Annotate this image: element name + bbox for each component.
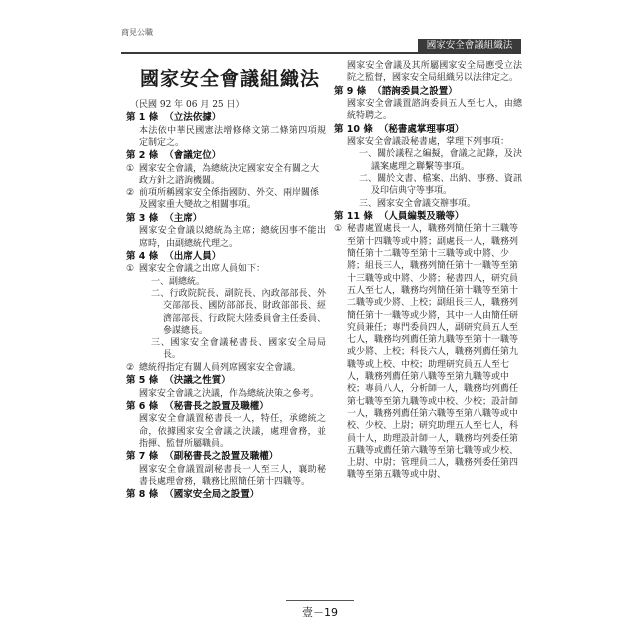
article-heading: 第 4 條 （出席人員）	[126, 250, 222, 262]
article-heading: 第 3 條 （主席）	[126, 212, 203, 224]
paragraph: ② 總統得指定有關人員列席國家安全會議。	[126, 362, 302, 373]
article-heading: 第 5 條 （決議之性質）	[126, 375, 231, 387]
running-header-left: 商見公職	[121, 28, 153, 37]
page-number: 壹－19	[0, 600, 640, 620]
article-4	[126, 251, 326, 374]
article-7	[126, 451, 326, 488]
list-item: 一、副總統。	[151, 276, 206, 287]
article-5	[126, 375, 326, 400]
article-text: 國家安全會議置副秘書長一人至三人，襄助秘書長處理會務，職務比照簡任第十四職等。	[139, 464, 326, 488]
article-heading: 第 11 條 （人員編製及職等）	[334, 210, 465, 222]
list-item: 三、國家安全會議交辦事項。	[359, 198, 477, 209]
right-column	[334, 60, 522, 482]
article-9	[334, 86, 522, 123]
list-item: 二、關於文書、檔案、出納、事務、資訊及印信典守等事項。	[359, 174, 522, 197]
article-heading: 第 9 條 （諮詢委員之設置）	[334, 85, 458, 97]
left-column	[126, 60, 326, 502]
article-1	[126, 112, 326, 149]
article-2	[126, 150, 326, 212]
article-text: 國家安全會議以總統為主席；總統因事不能出席時，由副總統代理之。	[139, 226, 326, 249]
article-text: 國家安全會議之決議，作為總統決策之參考。	[139, 388, 320, 399]
list-item: 三、國家安全會議秘書長、國家安全局局長。	[151, 338, 326, 361]
header-rule	[121, 52, 521, 54]
paragraph: ② 前項所稱國家安全係指國防、外交、兩岸關係及國家重大變故之相關事項。	[126, 188, 320, 211]
article-text: 本法依中華民國憲法增修條文第二條第四項規定制定之。	[139, 125, 326, 148]
paragraph: ① 秘書處置處長一人，職務列簡任第十三職等至第十四職等或中將；副處長一人，職務列簡任第十二職等至第十三職等或中將、少將；組長三人，職務列簡任第十一職等至第十三職等或中將、少將；秘書四人，研究員五人至七人，職務均列簡任第十職等至第十二職等或少將、上校；副組長三人，職務列簡任第十一職等或少將，其中一人由簡任研究員兼任；專門委員四人，副研究員五人至七人，職務均列薦任第九職等至第十一職等或少將、上校；科長六人，職務列薦任第九職等或上校、中校；助理研究員五人至七人，職務列薦任第八職等至第九職等或中校；專員八人，分析師一人，職務均列薦任第七職等至第九職等或中校、少校；設計師一人，職務列薦任第六職等至第八職等或中校、少校、上尉；研究助理五人至七人，科員十人，助理設計師一人，職務均列委任第五職等或薦任第六職等至第七職等或少校、上尉、中尉；管理員二人，職務列委任第四職等至第五職等或中尉、	[334, 224, 519, 481]
paragraph: ① 國家安全會議之出席人員如下：	[126, 264, 266, 275]
section-tab: 國家安全會議組織法	[418, 39, 521, 53]
article-text: 國家安全會議置秘書長一人，特任，承總統之命，依據國家安全會議之決議，處理會務，並指揮、監督所屬職員。	[139, 414, 326, 449]
article-heading: 第 10 條 （秘書處掌理事項）	[334, 123, 465, 135]
article-8-continued: 國家安全會議及其所屬國家安全局應受立法院之監督，國家安全局組織另以法律定之。	[347, 61, 522, 84]
article-6	[126, 401, 326, 450]
article-3	[126, 213, 326, 250]
article-10	[334, 124, 522, 210]
article-heading: 第 1 條 （立法依據）	[126, 112, 222, 123]
article-11	[334, 211, 522, 482]
article-text: 國家安全會議置諮詢委員五人至七人，由總統特聘之。	[347, 99, 522, 122]
article-heading: 第 6 條 （秘書長之設置及職權）	[126, 400, 269, 412]
article-heading: 第 8 條 （國家安全局之設置）	[126, 489, 260, 501]
list-item: 二、行政院院長、副院長、內政部部長、外交部部長、國防部部長、財政部部長、經濟部部長、行政院大陸委員會主任委員、參謀總長。	[151, 288, 326, 336]
law-title: 國家安全會議組織法	[140, 68, 321, 90]
article-text: 國家安全會議設秘書處，掌理下列事項：	[347, 137, 510, 148]
article-8	[126, 489, 326, 502]
paragraph: ① 國家安全會議，為總統決定國家安全有關之大政方針之諮詢機關。	[126, 163, 320, 186]
article-heading: 第 2 條 （會議定位）	[126, 150, 222, 162]
list-item: 一、關於議程之編擬，會議之記錄，及決議案處理之聯繫等事項。	[359, 149, 522, 172]
article-heading: 第 7 條 （副秘書長之設置及職權）	[126, 451, 279, 463]
enactment-date: （民國 92 年 06 月 25 日）	[130, 100, 245, 110]
